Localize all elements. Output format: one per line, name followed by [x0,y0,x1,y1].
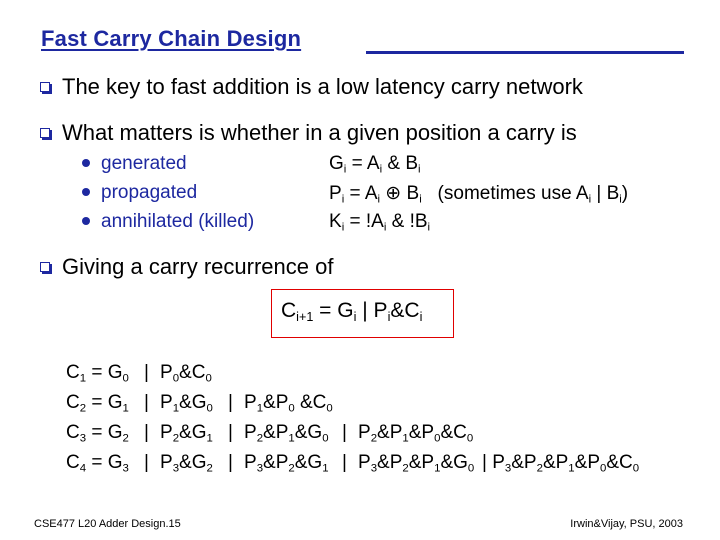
bullet-text: Giving a carry recurrence of [62,254,334,279]
equation-kill: $K_i = !A_i$ & $!B_i$ [329,211,431,234]
sub-bullet-annihilated [82,211,254,233]
footer-course-label: CSE477 L20 Adder Design.15 [34,518,181,530]
bullet-text: The key to fast addition is a low latency carry network [62,74,583,99]
footer-credit: Irwin&Vijay, PSU, 2003 [570,518,683,530]
square-bullet-icon [40,262,50,272]
bullet-giving-recurrence [40,254,333,280]
equation-propagate: $P_i = A_i$ ⊕ $B_i$ (sometimes use $A_i$ | $B_i$) [329,183,629,206]
sub-bullet-generated [82,153,187,175]
round-bullet-icon [82,217,90,225]
sub-bullet-text: propagated [101,182,198,203]
round-bullet-icon [82,159,90,167]
square-bullet-icon [40,128,50,138]
bullet-text: What matters is whether in a given position a carry is [62,120,577,145]
bullet-what-matters [40,120,577,146]
slide-title: Fast Carry Chain Design [41,26,302,51]
title-underline-rule [366,51,684,54]
sub-bullet-text: annihilated (killed) [101,211,255,232]
carry-recurrence-box: $C_{i+1} = G_i$ | $P_i\&C_i$ [271,289,454,338]
sub-bullet-text: generated [101,153,187,174]
slide: Fast Carry Chain Design The key to fast addition is a low latency carry network What matters is whether in a given position a carry is generated propagated annihilated (killed) $G_i = A_i$ & $B_i$ $P_i = A_i$ ⊕ $B_i$ (sometimes use $A_i$ | $B_i$) $K_i = !A_i$ & $!B_i$ Giving a carry recurrence of $C_{i+1} = G_i$ | $P_i\&C_i$ $C_1 = G_0$ | $P_0\&C_0$ $C_2 = G_1$ | $P_1\&G_0$ | $P_1\&P_0$ $\&C_0$ $C_3 = G_2$ | $P_2\&G_1$ | $P_2\&P_1\&G_0$ | $P_2\&P_1\&P_0\&C_0$ $C_4 = G_3$ | $P_3\&G_2$ | $P_3\&P_2\&G_1$ | $P_3\&P_2\&P_1\&G_0$ | $P_3\&P_2\&P_1\&P_0\&C_0$ CSE477 L20 Adder Design.15 Irwin&Vijay, PSU, 2003 [34,26,683,530]
bullet-key-addition [40,74,583,100]
square-bullet-icon [40,82,50,92]
equation-generate: $G_i = A_i$ & $B_i$ [329,153,421,176]
round-bullet-icon [82,188,90,196]
sub-bullet-propagated [82,182,197,204]
